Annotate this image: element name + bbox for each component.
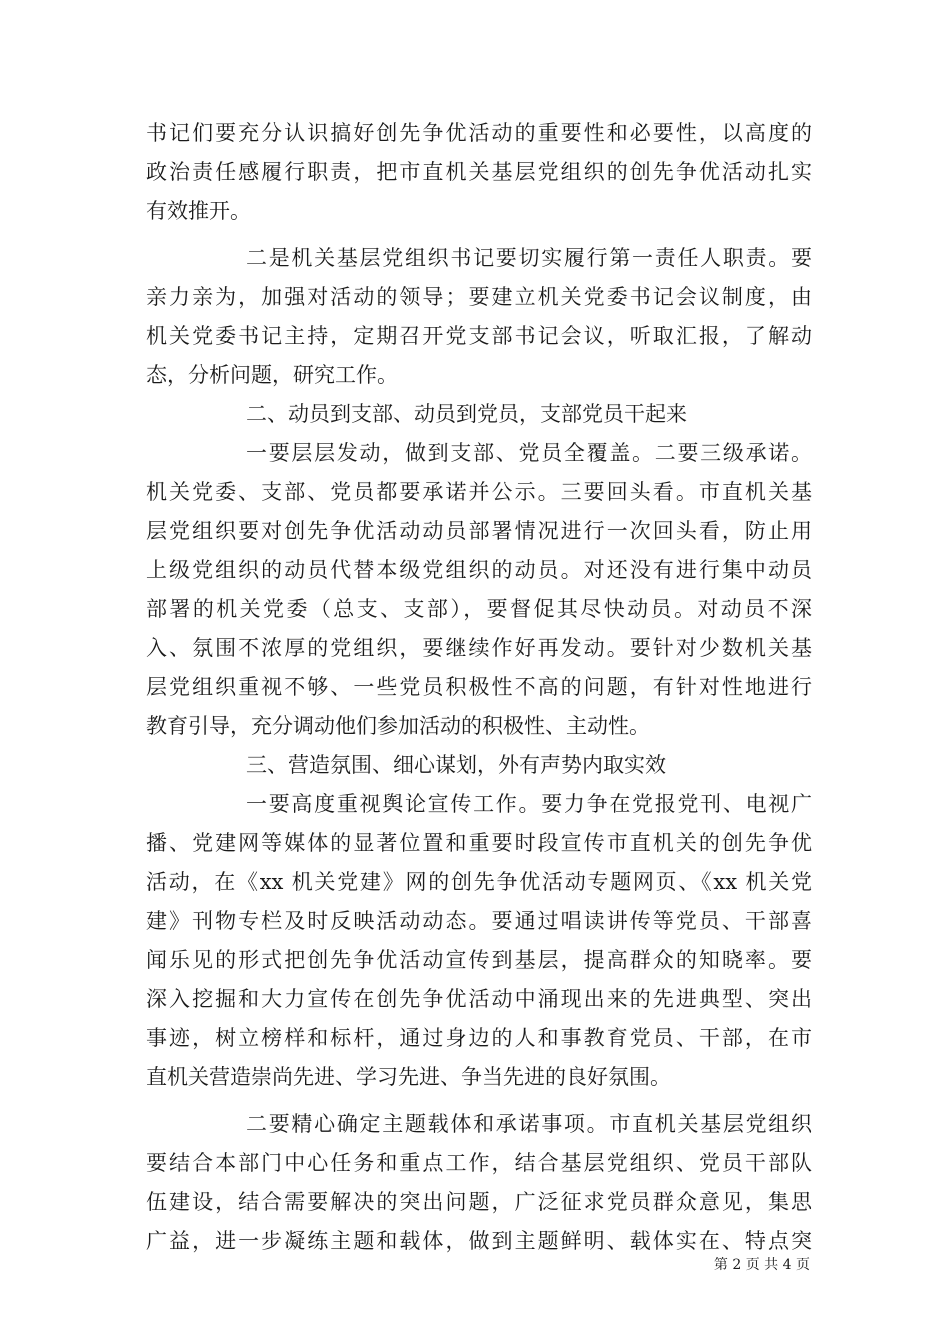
text-line: 闻乐见的形式把创先争优活动宣传到基层，提高群众的知晓率。要	[146, 948, 812, 972]
paragraph-2	[146, 239, 812, 395]
text-line: 层党组织重视不够、一些党员积极性不高的问题，有针对性地进行	[146, 675, 812, 699]
paragraph-4	[146, 785, 812, 1097]
section-heading-3	[146, 746, 812, 785]
text-line: 直机关营造崇尚先进、学习先进、争当先进的良好氛围。	[146, 1065, 671, 1089]
text-line: 入、氛围不浓厚的党组织，要继续作好再发动。要针对少数机关基	[146, 636, 812, 660]
text-line: 二是机关基层党组织书记要切实履行第一责任人职责。要	[246, 246, 812, 270]
section-heading-text: 三、营造氛围、细心谋划，外有声势内取实效	[246, 753, 666, 777]
section-heading-2	[146, 395, 812, 434]
text-line: 广益，进一步凝练主题和载体，做到主题鲜明、载体实在、特点突	[146, 1229, 812, 1253]
document-body	[146, 114, 812, 1261]
text-line: 要结合本部门中心任务和重点工作，结合基层党组织、党员干部队	[146, 1151, 812, 1175]
text-line: 伍建设，结合需要解决的突出问题，广泛征求党员群众意见，集思	[146, 1190, 812, 1214]
text-line: 深入挖掘和大力宣传在创先争优活动中涌现出来的先进典型、突出	[146, 987, 812, 1011]
text-line: 政治责任感履行职责，把市直机关基层党组织的创先争优活动扎实	[146, 160, 812, 184]
text-line: 层党组织要对创先争优活动动员部署情况进行一次回头看，防止用	[146, 519, 812, 543]
text-line: 二要精心确定主题载体和承诺事项。市直机关基层党组织	[246, 1112, 812, 1136]
text-line: 书记们要充分认识搞好创先争优活动的重要性和必要性，以高度的	[146, 121, 812, 145]
section-heading-text: 二、动员到支部、动员到党员，支部党员干起来	[246, 402, 687, 426]
text-line: 活动，在《xx 机关党建》网的创先争优活动专题网页、《xx 机关党	[146, 870, 812, 894]
text-line: 机关党委、支部、党员都要承诺并公示。三要回头看。市直机关基	[146, 480, 812, 504]
text-line: 部署的机关党委（总支、支部），要督促其尽快动员。对动员不深	[146, 597, 812, 621]
text-line: 教育引导，充分调动他们参加活动的积极性、主动性。	[146, 714, 650, 738]
text-line: 一要层层发动，做到支部、党员全覆盖。二要三级承诺。	[246, 441, 812, 465]
page-number: 第 2 页 共 4 页	[713, 1257, 810, 1273]
text-line: 上级党组织的动员代替本级党组织的动员。对还没有进行集中动员	[146, 558, 812, 582]
text-line: 亲力亲为，加强对活动的领导；要建立机关党委书记会议制度，由	[146, 285, 812, 309]
text-line: 机关党委书记主持，定期召开党支部书记会议，听取汇报，了解动	[146, 324, 812, 348]
text-line: 播、党建网等媒体的显著位置和重要时段宣传市直机关的创先争优	[146, 831, 812, 855]
text-line: 事迹，树立榜样和标杆，通过身边的人和事教育党员、干部，在市	[146, 1026, 812, 1050]
text-line: 一要高度重视舆论宣传工作。要力争在党报党刊、电视广	[246, 792, 812, 816]
paragraph-3	[146, 434, 812, 746]
paragraph-5	[146, 1105, 812, 1261]
text-line: 态，分析问题，研究工作。	[146, 363, 398, 387]
paragraph-1	[146, 114, 812, 231]
text-line: 有效推开。	[146, 199, 251, 223]
text-line: 建》刊物专栏及时反映活动动态。要通过唱读讲传等党员、干部喜	[146, 909, 812, 933]
